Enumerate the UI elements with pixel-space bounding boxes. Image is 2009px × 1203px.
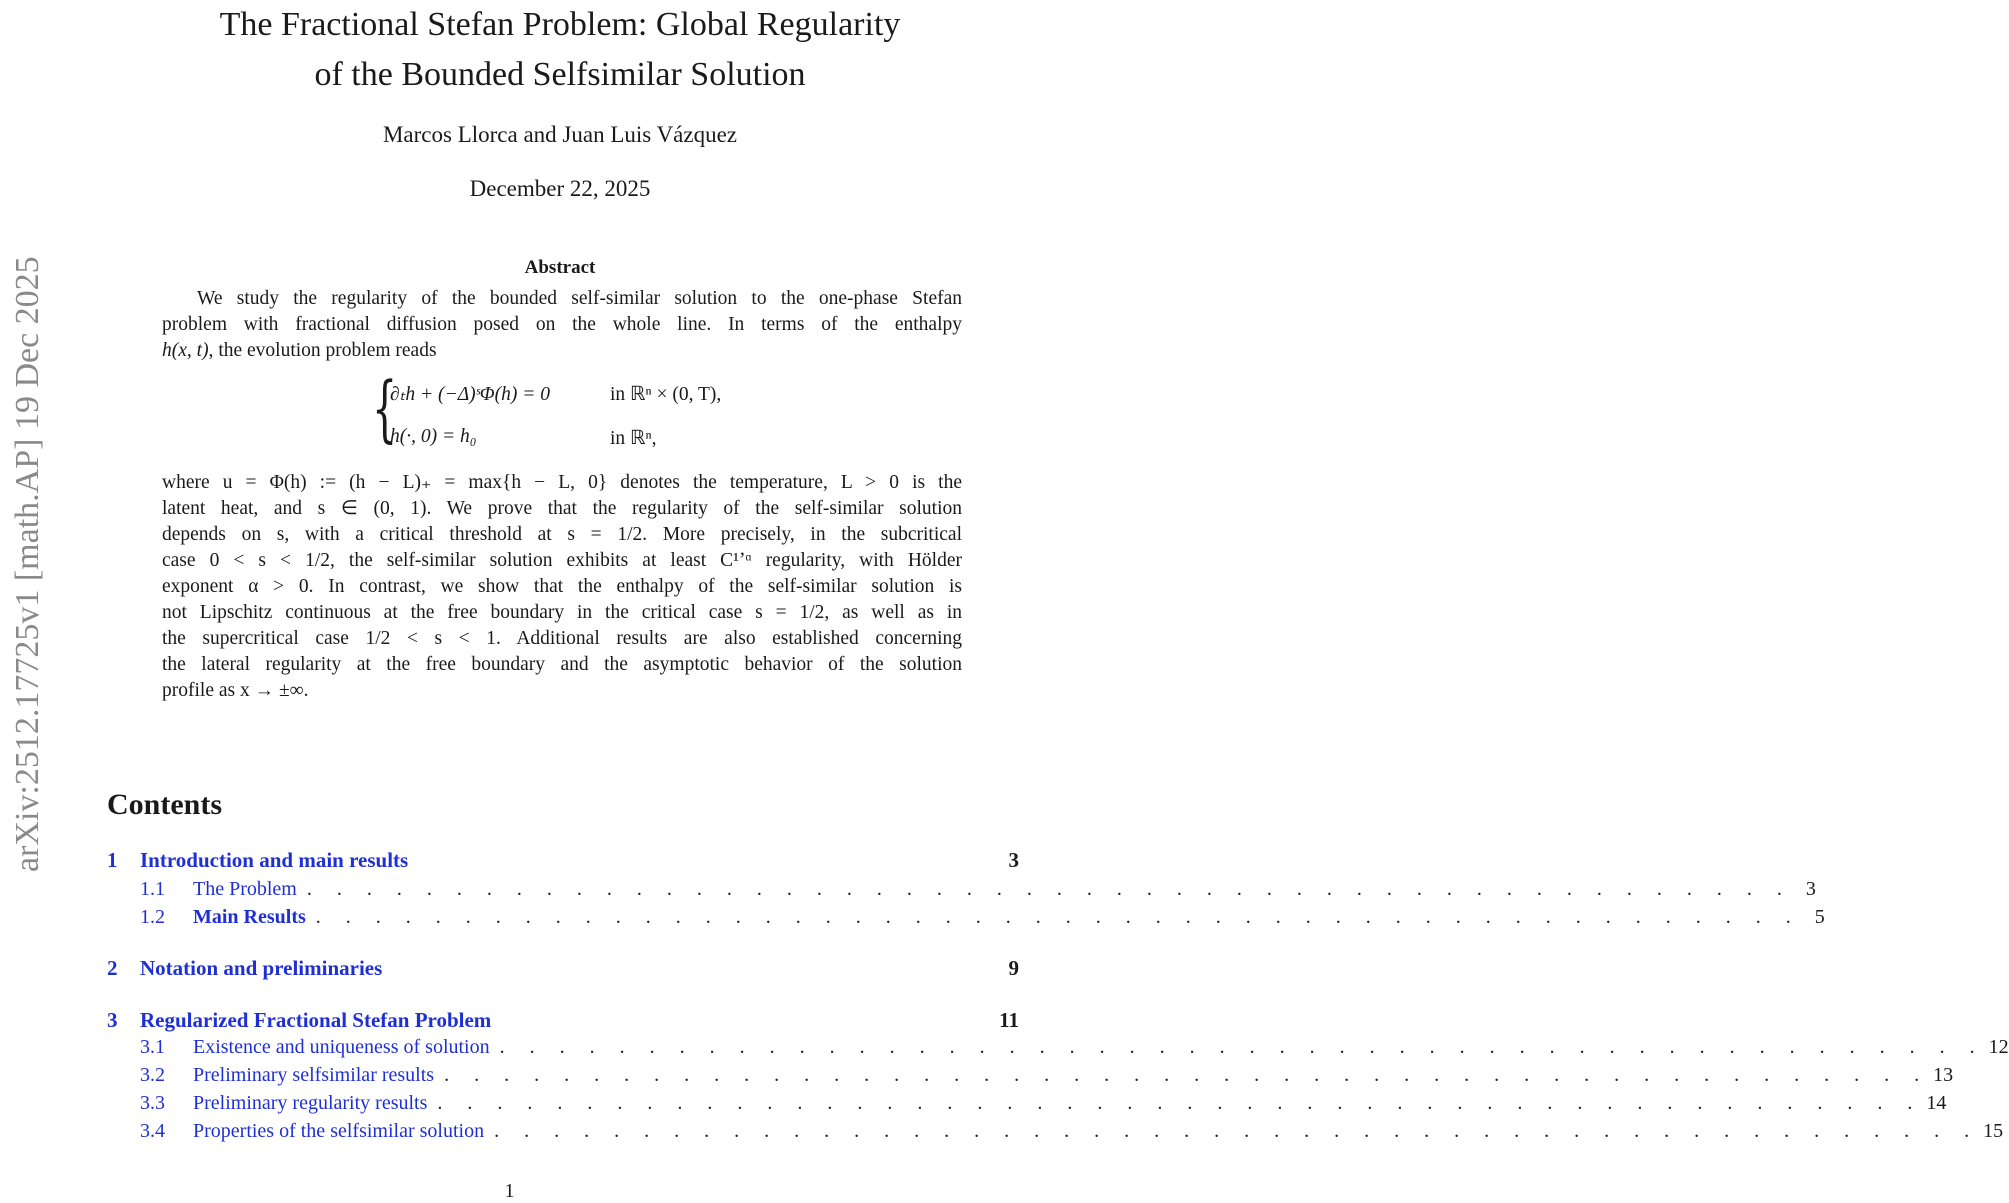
equation-row-1-condition: in ℝⁿ × (0, T), — [610, 384, 722, 405]
toc-leader-dots: . . . . . . . . . . . . . . . . . . . . . . . . . . . . . . . . . . . . . . . . . . . . . . . . . . — [306, 878, 1792, 900]
toc-page: 12 — [1988, 1036, 2009, 1058]
toc-leader-dots: . . . . . . . . . . . . . . . . . . . . . . . . . . . . . . . . . . . . . . . . . . . . . . . . . . — [494, 1120, 1980, 1142]
toc-number: 3.3 — [140, 1092, 165, 1114]
toc-subsection-3-1[interactable] — [107, 1036, 2009, 1064]
abstract-heading: Abstract — [524, 257, 596, 278]
toc-subsection-1-2[interactable] — [107, 906, 1825, 934]
toc-title[interactable]: Notation and preliminaries — [140, 956, 383, 980]
toc-page: 3 — [1805, 878, 1816, 900]
toc-leader-dots: . . . . . . . . . . . . . . . . . . . . . . . . . . . . . . . . . . . . . . . . . . . . . . . . . . — [437, 1092, 1923, 1114]
title-line-1: The Fractional Stefan Problem: Global Regularity — [219, 6, 901, 43]
toc-title[interactable]: Properties of the selfsimilar solution — [193, 1120, 485, 1142]
toc-subsection-3-4[interactable] — [107, 1120, 2004, 1148]
arxiv-identifier: arXiv:2512.17725v1 [math.AP] 19 Dec 2025 — [9, 256, 46, 872]
toc-leader-dots: . . . . . . . . . . . . . . . . . . . . . . . . . . . . . . . . . . . . . . . . . . . . . . . . . . — [499, 1036, 1985, 1058]
abstract-text: the evolution problem reads — [213, 340, 437, 361]
abstract-line: case 0 < s < 1/2, the self-similar solution exhibits at least C¹ʼᵅ regularity, with Hölder — [162, 550, 962, 571]
toc-number: 3.2 — [140, 1064, 165, 1086]
authors: Marcos Llorca and Juan Luis Vázquez — [382, 122, 738, 147]
publication-date: December 22, 2025 — [469, 176, 651, 201]
toc-subsection-3-3[interactable] — [107, 1092, 1947, 1120]
abstract-line: profile as x → ±∞. — [162, 680, 309, 701]
toc-title[interactable]: Regularized Fractional Stefan Problem — [140, 1008, 492, 1032]
toc-page: 3 — [1008, 848, 1019, 872]
toc-page: 5 — [1814, 906, 1825, 928]
toc-title[interactable]: Existence and uniqueness of solution — [193, 1036, 490, 1058]
toc-title[interactable]: Preliminary regularity results — [193, 1092, 428, 1114]
toc-title[interactable]: Main Results — [193, 906, 306, 928]
title-line-2: of the Bounded Selfsimilar Solution — [314, 56, 806, 93]
abstract-line: depends on s, with a critical threshold at s = 1/2. More precisely, in the subcritical — [162, 524, 962, 545]
abstract-line: not Lipschitz continuous at the free boundary in the critical case s = 1/2, as well as in — [162, 602, 962, 623]
contents-heading: Contents — [107, 788, 223, 821]
toc-section-3[interactable] — [107, 1008, 1019, 1036]
abstract-line: where u = Φ(h) := (h − L)₊ = max{h − L, 0} denotes the temperature, L > 0 is the — [162, 472, 962, 493]
abstract-line: the supercritical case 1/2 < s < 1. Additional results are also established concerning — [162, 628, 962, 649]
evolution-equation — [372, 366, 792, 458]
toc-page: 14 — [1926, 1092, 1947, 1114]
toc-leader-dots: . . . . . . . . . . . . . . . . . . . . . . . . . . . . . . . . . . . . . . . . . . . . . . . . . . — [444, 1064, 1930, 1086]
abstract-line: the lateral regularity at the free boundary and the asymptotic behavior of the solution — [162, 654, 962, 675]
abstract-inline-math: h(x, t), — [162, 340, 214, 361]
toc-page: 11 — [999, 1008, 1019, 1032]
toc-page: 13 — [1933, 1064, 1954, 1086]
page-number: 1 — [504, 1180, 515, 1202]
toc-number: 2 — [107, 956, 118, 980]
toc-number: 1 — [107, 848, 118, 872]
toc-leader-dots: . . . . . . . . . . . . . . . . . . . . . . . . . . . . . . . . . . . . . . . . . . . . . . . . . . — [315, 906, 1801, 928]
equation-row-1: ∂ₜh + (−Δ)ˢΦ(h) = 0 — [390, 384, 550, 405]
toc-title[interactable]: The Problem — [193, 878, 297, 900]
toc-number: 3.1 — [140, 1036, 165, 1058]
equation-row-2-condition: in ℝⁿ, — [610, 428, 657, 449]
toc-page: 9 — [1008, 956, 1019, 980]
toc-title[interactable]: Introduction and main results — [140, 848, 409, 872]
toc-number: 3 — [107, 1008, 118, 1032]
toc-page: 15 — [1983, 1120, 2004, 1142]
abstract-line: We study the regularity of the bounded self-similar solution to the one-phase Stefan — [197, 288, 962, 309]
toc-subsection-3-2[interactable] — [107, 1064, 1954, 1092]
toc-number: 1.2 — [140, 906, 165, 928]
abstract-line: problem with fractional diffusion posed on the whole line. In terms of the enthalpy — [162, 314, 962, 335]
abstract-line — [162, 338, 962, 364]
abstract-line: exponent α > 0. In contrast, we show that the enthalpy of the self-similar solution is — [162, 576, 962, 597]
paper-title — [110, 0, 1010, 100]
equation-row-2: h(·, 0) = h₀ — [390, 426, 477, 447]
left-brace: { — [372, 366, 398, 450]
abstract-line: latent heat, and s ∈ (0, 1). We prove that the regularity of the self-similar solution — [162, 498, 962, 519]
toc-number: 3.4 — [140, 1120, 165, 1142]
toc-section-1[interactable] — [107, 848, 1019, 876]
toc-subsection-1-1[interactable] — [107, 878, 1816, 906]
toc-number: 1.1 — [140, 878, 165, 900]
toc-title[interactable]: Preliminary selfsimilar results — [193, 1064, 435, 1086]
arxiv-side-stamp — [0, 0, 70, 1200]
toc-section-2[interactable] — [107, 956, 1019, 984]
